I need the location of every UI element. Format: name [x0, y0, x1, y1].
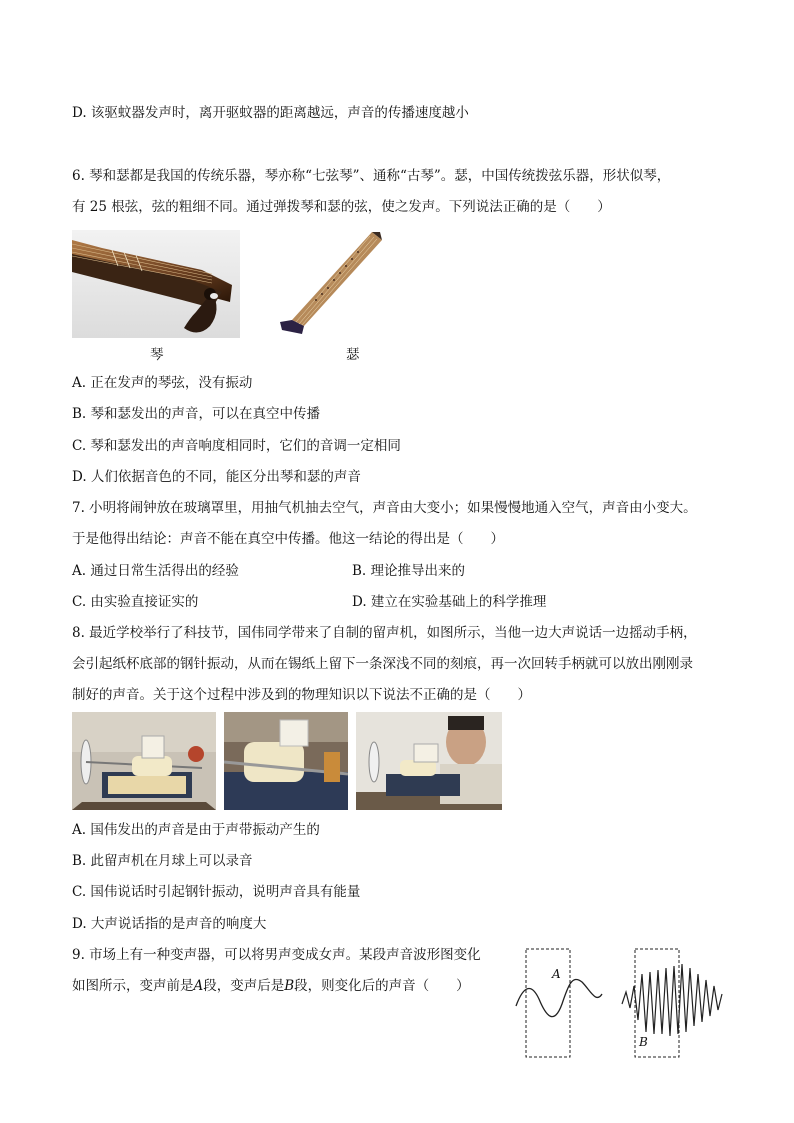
- label-a: A: [552, 967, 561, 981]
- caption-qin: 琴: [150, 347, 164, 363]
- waveform-b: [622, 964, 722, 1036]
- segment-a-box: [526, 949, 570, 1057]
- q7-option-b: B. 理论推导出来的: [352, 563, 466, 579]
- q6-option-b: B. 琴和瑟发出的声音，可以在真空中传播: [72, 406, 321, 422]
- q8-stem-line3: 制好的声音。关于这个过程中涉及到的物理知识以下说法不正确的是（ ）: [72, 687, 531, 703]
- phonograph-photo-1: [72, 712, 216, 810]
- q8-stem-line1: 8. 最近学校举行了科技节，国伟同学带来了自制的留声机，如图所示，当他一边大声说话一边摇动手柄，: [72, 625, 697, 641]
- q8-option-b: B. 此留声机在月球上可以录音: [72, 853, 253, 869]
- q6-option-a: A. 正在发声的琴弦，没有振动: [72, 375, 253, 391]
- q6-option-c: C. 琴和瑟发出的声音响度相同时，它们的音调一定相同: [72, 438, 401, 454]
- q6-stem-line1: 6. 琴和瑟都是我国的传统乐器，琴亦称“七弦琴”、通称“古琴”。瑟，中国传统拨弦乐器，形状似琴，: [72, 168, 671, 184]
- waveform-a: [516, 979, 602, 1016]
- q5-option-d: D. 该驱蚊器发声时，离开驱蚊器的距离越远，声音的传播速度越小: [72, 105, 469, 121]
- q9-stem-line1: 9. 市场上有一种变声器，可以将男声变成女声。某段声音波形图变化: [72, 947, 481, 963]
- q7-stem-line2: 于是他得出结论：声音不能在真空中传播。他这一结论的得出是（ ）: [72, 531, 504, 547]
- phonograph-photo-2: [224, 712, 348, 810]
- q6-stem-line2: 有 25 根弦，弦的粗细不同。通过弹拨琴和瑟的弦，使之发声。下列说法正确的是（ ）: [72, 199, 611, 215]
- q7-option-a: A. 通过日常生活得出的经验: [72, 563, 239, 579]
- waveform-diagram: [512, 944, 726, 1062]
- q7-stem-line1: 7. 小明将闹钟放在玻璃罩里，用抽气机抽去空气，声音由大变小；如果慢慢地通入空气，声音由小变大。: [72, 500, 697, 516]
- phonograph-photo-3: [356, 712, 502, 810]
- qin-image: [72, 230, 240, 338]
- q8-option-a: A. 国伟发出的声音是由于声带振动产生的: [72, 822, 320, 838]
- q6-option-d: D. 人们依据音色的不同，能区分出琴和瑟的声音: [72, 469, 361, 485]
- q7-option-d: D. 建立在实验基础上的科学推理: [352, 594, 547, 610]
- q7-option-c: C. 由实验直接证实的: [72, 594, 199, 610]
- q9-stem-line2: 如图所示，变声前是A段，变声后是B段，则变化后的声音（ ）: [72, 978, 470, 994]
- q8-stem-line2: 会引起纸杯底部的钢针振动，从而在锡纸上留下一条深浅不同的刻痕，再一次回转手柄就可以放出刚刚录: [72, 656, 693, 672]
- segment-b-symbol: B: [284, 978, 295, 994]
- q8-option-d: D. 大声说话指的是声音的响度大: [72, 916, 267, 932]
- se-image: [276, 230, 386, 338]
- segment-a-symbol: A: [193, 978, 204, 994]
- q8-option-c: C. 国伟说话时引起钢针振动，说明声音具有能量: [72, 884, 361, 900]
- caption-se: 瑟: [346, 347, 360, 363]
- label-b: B: [639, 1035, 648, 1049]
